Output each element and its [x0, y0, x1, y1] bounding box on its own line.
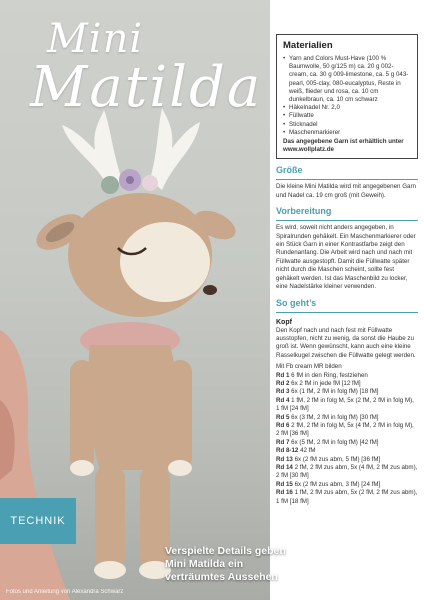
round-label: Rd 1: [276, 371, 290, 379]
rounds-start: Mit Fb cream MR bilden: [276, 363, 342, 371]
round-label: Rd 14: [276, 464, 293, 471]
section-heading-groesse: Größe: [276, 165, 303, 176]
round-text: 42 fM: [300, 447, 316, 455]
round-text: 6x (2 fM zus abm, 3 fM) [24 fM]: [294, 480, 381, 488]
section-heading-vorbereitung: Vorbereitung: [276, 206, 332, 217]
section-divider: [276, 220, 418, 221]
round-line: [276, 414, 418, 422]
round-text: 2 fM, 2 fM zus abm, 5x (4 fM, 2 fM zus abm), 2 fM [30 fM]: [276, 464, 418, 480]
section-divider: [276, 312, 418, 313]
materials-item: • Sticknadel: [283, 121, 412, 129]
round-label: Rd 5: [276, 413, 290, 421]
photo-credit: Fotos und Anleitung von Alexandra Schwarz: [6, 589, 124, 595]
subheading-kopf: Kopf: [276, 318, 292, 326]
round-text: 1 fM, 2 fM in folg M, 5x (2 fM, 2 fM in folg M), 1 fM [24 fM]: [276, 396, 414, 413]
round-line: [276, 489, 418, 506]
round-label: Rd 4: [276, 396, 290, 404]
yarn-source-note: Das angegebene Garn ist erhältlich unter www.wollplatz.de: [283, 138, 404, 154]
round-line: [276, 422, 418, 439]
section-tab-technik: TECHNIK: [0, 498, 76, 544]
materials-item: • Häkelnadel Nr. 2,0: [283, 104, 412, 112]
round-text: 2 fM, 2 fM in folg M, 5x (4 fM, 2 fM in folg M), 2 fM [36 fM]: [276, 421, 414, 438]
round-label: Rd 15: [276, 480, 293, 488]
title-matilda: Matilda: [30, 55, 263, 120]
groesse-text: Die kleine Mini Matilda wird mit angegebenen Garn und Nadel ca. 19 cm groß (mit Geweih).: [276, 183, 416, 199]
round-label: Rd 8-12: [276, 447, 299, 455]
vorbereitung-text: Es wird, soweit nicht anders angegeben, in Spiralrunden gehäkelt. Ein Maschenmarkierer oder ein Stück Garn in einer Kontrastfarbe zeigt den Rundenanfang. Die Arbeit wird nach und nach mit Füllwatte ausgestopft. Damit die Füllwatte später nicht durch die Maschen scheint, sollte fest gehäkelt werden. Ist das Maschenbild zu locker, eine Nadelstärke kleiner verwenden.: [276, 224, 416, 291]
round-label: Rd 6: [276, 421, 290, 429]
round-label: Rd 7: [276, 438, 290, 446]
materials-item: • Yarn and Colors Must-Have (100 % Baumwolle, 50 g/125 m) ca. 20 g 002-cream, ca. 30 g 009-limestone, ca. 5 g 043-pearl, 005-clay, 080-eucalyptus, Reste in weiß, flieder und rosa, ca. 10 cm dunkelbraun, ca. 10 cm schwarz: [283, 55, 412, 104]
round-line: [276, 372, 418, 380]
round-text: 6x (3 fM, 2 fM in folg fM) [30 fM]: [291, 413, 379, 421]
section-divider: [276, 179, 418, 180]
round-text: 6x (5 fM, 2 fM in folg fM) [42 fM]: [291, 438, 379, 446]
title-mini: Mini: [46, 16, 144, 62]
round-label: Rd 16: [276, 489, 293, 497]
round-line: [276, 464, 418, 481]
round-text: 6x (1 fM, 2 fM in folg fM) [18 fM]: [291, 388, 379, 396]
instructions-column: [270, 0, 424, 600]
section-heading-so-gehts: So geht’s: [276, 297, 317, 308]
round-line: [276, 481, 418, 489]
round-line: [276, 456, 418, 464]
round-line: [276, 380, 418, 388]
materials-box: [276, 34, 418, 159]
round-line: [276, 447, 418, 455]
round-text: 6x 2 fM in jede fM [12 fM]: [291, 379, 361, 387]
round-label: Rd 2: [276, 379, 290, 387]
round-text: 6 fM in den Ring, festziehen: [291, 371, 368, 379]
materials-item: • Füllwatte: [283, 112, 412, 120]
photo-caption: Verspielte Details geben Mini Matilda ein verträumtes Aussehen: [165, 545, 286, 583]
round-label: Rd 3: [276, 388, 290, 396]
materials-list: [283, 55, 412, 137]
round-text: 1 fM, 2 fM zus abm, 5x (2 fM, 2 fM zus abm), 1 fM [18 fM]: [276, 489, 418, 505]
round-line: [276, 388, 418, 396]
kopf-intro: Den Kopf nach und nach fest mit Füllwatte ausstopfen, nicht zu wenig, da sonst die Haube zu groß ist. Wenn gewünscht, kann auch eine kleine Rasselkugel zwischen die Füllwatte gelegt werden.: [276, 326, 416, 359]
materials-heading: Materialien: [283, 40, 333, 51]
materials-item: • Maschenmarkierer: [283, 129, 412, 137]
round-text: 6x (2 fM zus abm, 5 fM) [36 fM]: [294, 455, 381, 463]
round-line: [276, 397, 418, 414]
rounds-list: [276, 363, 418, 506]
round-line: [276, 439, 418, 447]
round-label: Rd 13: [276, 455, 293, 463]
